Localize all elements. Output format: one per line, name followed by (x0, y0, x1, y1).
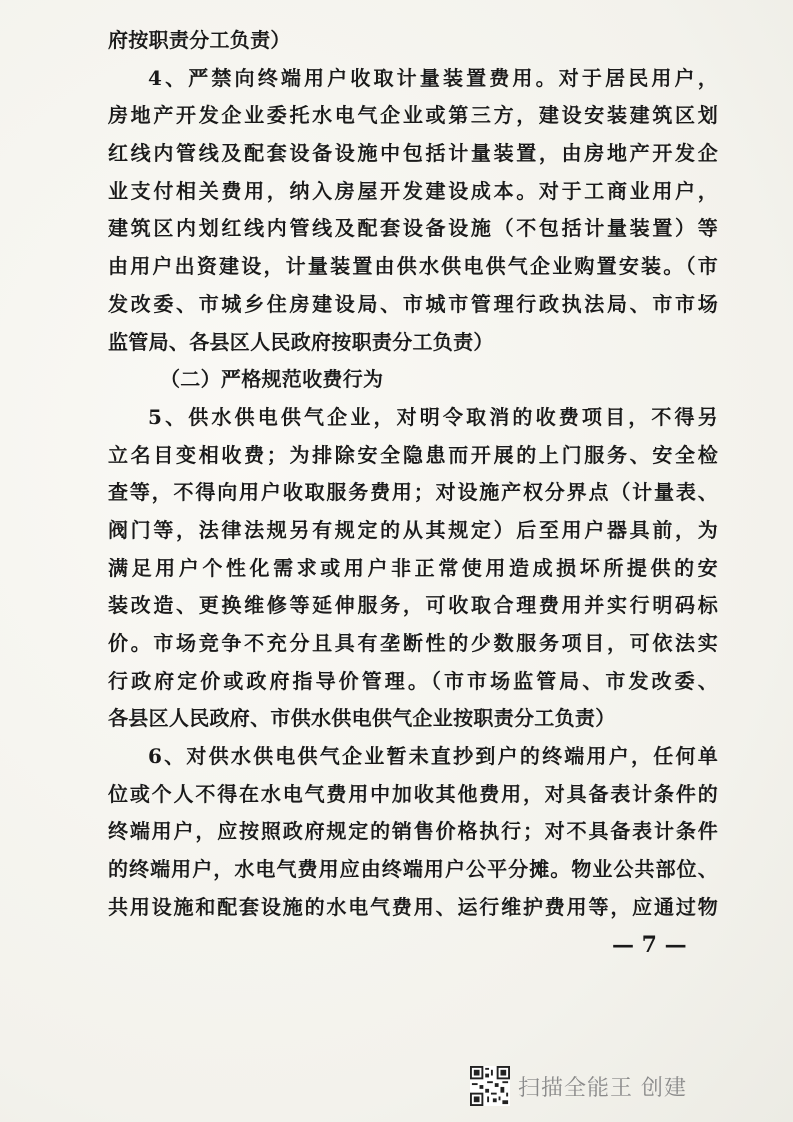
text-line: 的终端用户，水电气费用应由终端用户公平分摊。物业公共部位、 (108, 857, 718, 882)
text-line: 装改造、更换维修等延伸服务，可收取合理费用并实行明码标 (108, 593, 718, 618)
text-line: 4、严禁向终端用户收取计量装置费用。对于居民用户， (148, 65, 718, 90)
text-line: 红线内管线及配套设备设施中包括计量装置，由房地产开发企 (108, 141, 718, 166)
section-heading: （二）严格规范收费行为 (160, 367, 384, 392)
text-line: 位或个人不得在水电气费用中加收其他费用，对具备表计条件的 (108, 781, 718, 806)
text-line: 查等，不得向用户收取服务费用；对设施产权分界点（计量表、 (108, 480, 718, 505)
text-line: 价。市场竞争不充分且具有垄断性的少数服务项目，可依法实 (108, 631, 718, 655)
qr-code-icon (470, 1066, 510, 1106)
text-line: 监管局、各县区人民政府按职责分工负责） (108, 329, 494, 354)
text-line: 由用户出资建设，计量装置由供水供电供气企业购置安装。（市 (108, 254, 718, 279)
text-line: 府按职责分工负责） (108, 28, 291, 52)
text-line: 共用设施和配套设施的水电气费用、运行维护费用等，应通过物 (108, 894, 718, 919)
text-line: 各县区人民政府、市供水供电供气企业按职责分工负责） (108, 706, 616, 731)
watermark-text: 扫描全能王 创建 (518, 1075, 687, 1101)
text-line: 行政府定价或政府指导价管理。（市市场监管局、市发改委、 (108, 668, 718, 693)
document-body (108, 22, 718, 927)
scanner-watermark (470, 1064, 687, 1108)
text-line: 阀门等，法律法规另有规定的从其规定）后至用户器具前，为 (108, 517, 718, 542)
text-line: 房地产开发企业委托水电气企业或第三方，建设安装建筑区划 (108, 103, 718, 128)
page-number: — 7 — (612, 932, 687, 958)
text-line: 业支付相关费用，纳入房屋开发建设成本。对于工商业用户， (108, 178, 718, 203)
text-line: 发改委、市城乡住房建设局、市城市管理行政执法局、市市场 (108, 291, 718, 316)
text-line: 建筑区内划红线内管线及配套设备设施（不包括计量装置）等 (108, 216, 718, 241)
text-line: 5、供水供电供气企业，对明令取消的收费项目，不得另 (148, 404, 718, 429)
text-line: 立名目变相收费；为排除安全隐患而开展的上门服务、安全检 (108, 442, 718, 467)
text-line: 6、对供水供电供气企业暂未直抄到户的终端用户，任何单 (148, 744, 718, 769)
text-line: 满足用户个性化需求或用户非正常使用造成损坏所提供的安 (108, 555, 718, 580)
text-line: 终端用户，应按照政府规定的销售价格执行；对不具备表计条件 (108, 819, 718, 844)
